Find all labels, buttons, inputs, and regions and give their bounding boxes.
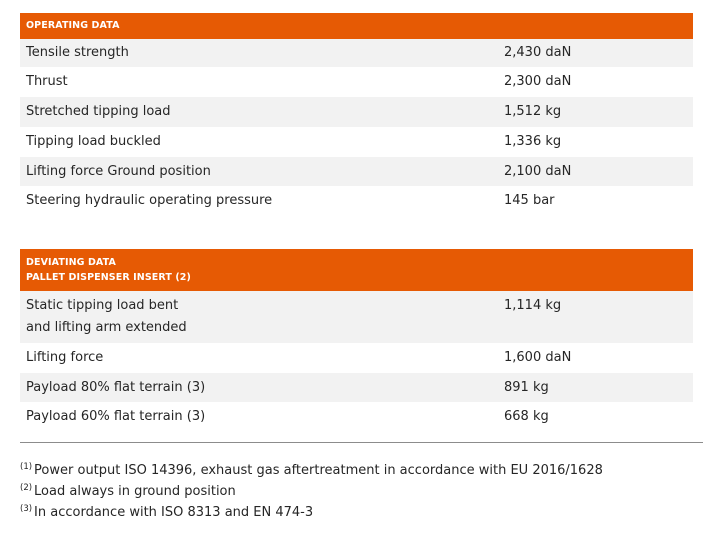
deviating-data-title: DEVIATING DATA (26, 256, 116, 268)
table-row (20, 343, 693, 373)
footnote (20, 499, 700, 520)
row-value: 668 kg (504, 409, 549, 424)
table-row (20, 402, 693, 432)
row-value: 1,512 kg (504, 104, 562, 119)
row-label: Payload 60% flat terrain (3) (26, 409, 206, 424)
operating-data-header (20, 13, 693, 39)
operating-data-title: OPERATING DATA (26, 20, 120, 32)
footnote-text: Load always in ground position (34, 484, 236, 499)
row-value: 2,430 daN (504, 45, 572, 60)
row-label: Steering hydraulic operating pressure (26, 193, 273, 208)
table-row (20, 39, 693, 67)
row-label: Stretched tipping load (26, 104, 171, 119)
row-value: 891 kg (504, 379, 549, 395)
footnote-divider (20, 442, 703, 443)
table-row (20, 97, 693, 127)
row-label: Lifting force Ground position (26, 163, 211, 179)
table-row (20, 291, 693, 343)
row-value: 1,336 kg (504, 134, 562, 149)
row-label: Thrust (26, 74, 68, 89)
row-value: 2,100 daN (504, 163, 572, 179)
row-label: Tipping load buckled (26, 134, 161, 149)
footnote (20, 457, 700, 478)
row-value: 145 bar (504, 193, 555, 208)
deviating-data-subtitle: PALLET DISPENSER INSERT (2) (26, 272, 191, 283)
row-label-line: Static tipping load bent (26, 298, 179, 313)
footnotes (20, 457, 700, 520)
row-label (20, 295, 504, 339)
footnote (20, 478, 700, 499)
footnote-marker: (3) (20, 504, 33, 514)
row-label-line: and lifting arm extended (26, 320, 187, 335)
row-label: Payload 80% flat terrain (3) (26, 379, 206, 395)
table-row (20, 157, 693, 186)
operating-data-table (20, 13, 693, 216)
footnote-text: Power output ISO 14396, exhaust gas aftertreatment in accordance with EU 2016/1628 (34, 463, 603, 478)
row-value: 1,114 kg (504, 298, 562, 313)
row-label: Tensile strength (26, 45, 129, 60)
row-value: 1,600 daN (504, 350, 572, 365)
table-row (20, 127, 693, 157)
row-label: Lifting force (26, 350, 104, 365)
footnote-text: In accordance with ISO 8313 and EN 474-3 (34, 505, 314, 520)
table-row (20, 67, 693, 97)
table-row (20, 186, 693, 216)
footnote-marker: (1) (20, 462, 33, 472)
deviating-data-table (20, 249, 693, 432)
footnote-marker: (2) (20, 483, 33, 493)
table-row (20, 373, 693, 402)
deviating-data-header (20, 249, 693, 291)
row-value: 2,300 daN (504, 74, 572, 89)
